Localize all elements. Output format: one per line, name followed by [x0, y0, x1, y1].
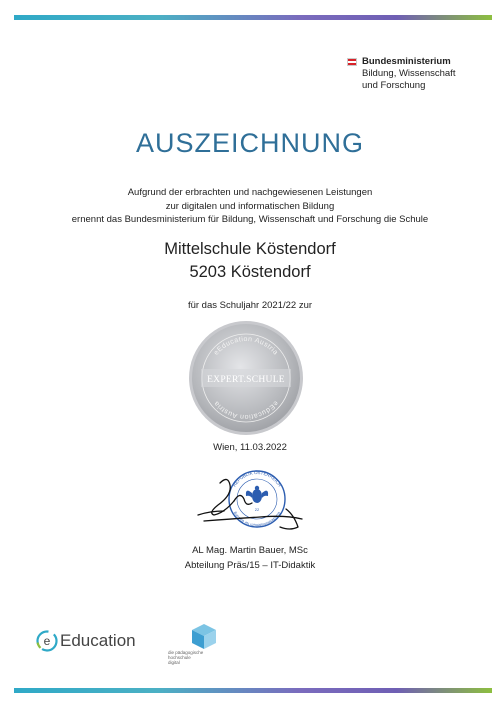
bottom-color-stripe [14, 688, 492, 693]
place-date: Wien, 11.03.2022 [213, 442, 287, 453]
seal-center-text: EXPERT.SCHULE [207, 375, 285, 385]
signer-name: AL Mag. Martin Bauer, MSc [192, 545, 308, 556]
eeducation-letter: e [43, 634, 51, 648]
stamp-top-text: REPUBLIK ÖSTERREICH [231, 469, 283, 488]
austria-flag-icon [347, 58, 357, 66]
stamp-bottom-text: Bundesministerium für Bildung [232, 511, 282, 527]
seal-top-text: eEducation Austria [212, 335, 280, 357]
ministry-line-1: Bundesministerium [362, 56, 451, 67]
school-block [0, 238, 500, 284]
top-color-stripe [14, 15, 492, 20]
document-title: AUSZEICHNUNG [135, 128, 364, 158]
intro-text [40, 186, 460, 227]
intro-line-2: zur digitalen und informatischen Bildung [165, 200, 335, 212]
signer-block [0, 543, 500, 573]
cube-icon [168, 622, 228, 652]
signer-department: Abteilung Präs/15 – IT-Didaktik [184, 560, 316, 571]
school-name: Mittelschule Köstendorf [164, 240, 336, 258]
ministry-line-3: und Forschung [362, 80, 426, 91]
school-year-line: für das Schuljahr 2021/22 zur [187, 300, 313, 311]
seal-bottom-text: eEducation Austria [212, 399, 280, 421]
signature-with-stamp [190, 465, 320, 537]
ph-text: die pädagogische hochschule digital [168, 650, 204, 665]
eeducation-circle-icon [36, 630, 58, 652]
ministry-line-2: Bildung, Wissenschaft [362, 68, 456, 79]
expert-school-seal [187, 319, 305, 437]
school-address: 5203 Köstendorf [189, 263, 311, 281]
eeducation-word: Education [60, 631, 136, 650]
svg-text:REPUBLIK ÖSTERREICH [232, 469, 283, 488]
ministry-logo [347, 56, 455, 92]
intro-line-1: Aufgrund der erbrachten und nachgewiesenen Leistungen [127, 187, 373, 198]
paedagogische-hochschule-logo [168, 622, 228, 672]
stamp-number: 22 [254, 507, 260, 512]
austrian-eagle-icon [246, 486, 268, 503]
eeducation-logo [36, 630, 136, 652]
intro-line-3: ernennt das Bundesministerium für Bildung, Wissenschaft und Forschung die Schule [71, 214, 429, 225]
